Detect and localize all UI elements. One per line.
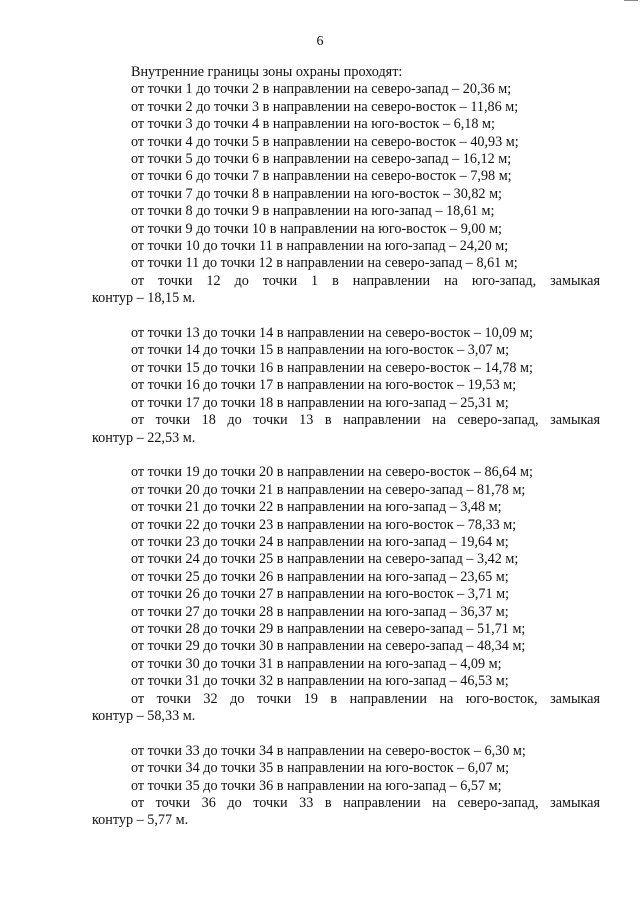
closing-segment-line2: контур – 5,77 м.: [92, 812, 189, 829]
boundary-segment-line: от точки 8 до точки 9 в направлении на юго-запад – 18,61 м;: [131, 203, 495, 220]
boundary-segment-line: от точки 30 до точки 31 в направлении на юго-запад – 4,09 м;: [131, 655, 502, 672]
document-body: [92, 64, 600, 847]
boundary-segment-line: от точки 7 до точки 8 в направлении на юго-восток – 30,82 м;: [131, 185, 502, 202]
closing-segment: [92, 273, 600, 308]
boundary-segment-line: от точки 19 до точки 20 в направлении на северо-восток – 86,64 м;: [131, 464, 533, 481]
boundary-segment-line: от точки 20 до точки 21 в направлении на северо-запад – 81,78 м;: [131, 481, 526, 498]
boundary-segment-line: от точки 33 до точки 34 в направлении на северо-восток – 6,30 м;: [131, 742, 526, 759]
closing-segment: [92, 795, 600, 830]
closing-segment: [92, 691, 600, 726]
boundary-segment-line: от точки 5 до точки 6 в направлении на северо-запад – 16,12 м;: [131, 151, 512, 168]
closing-segment-line1: от точки 32 до точки 19 в направлении на юго-восток, замыкая: [131, 690, 600, 707]
closing-segment-line2: контур – 58,33 м.: [92, 708, 196, 724]
boundary-segment-line: от точки 22 до точки 23 в направлении на юго-восток – 78,33 м;: [131, 516, 517, 533]
boundary-segment-line: от точки 1 до точки 2 в направлении на северо-запад – 20,36 м;: [131, 81, 512, 98]
boundary-segment-line: от точки 31 до точки 32 в направлении на юго-запад – 46,53 м;: [131, 673, 509, 690]
boundary-blocks: [92, 81, 600, 829]
boundary-segment-line: от точки 17 до точки 18 в направлении на юго-запад – 25,31 м;: [131, 394, 509, 411]
page-number: 6: [316, 34, 324, 49]
boundary-segment-line: от точки 15 до точки 16 в направлении на северо-восток – 14,78 м;: [131, 359, 533, 376]
boundary-segment-line: от точки 14 до точки 15 в направлении на юго-восток – 3,07 м;: [131, 342, 510, 359]
closing-segment-line1: от точки 12 до точки 1 в направлении на юго-запад, замыкая: [131, 272, 600, 289]
boundary-segment-line: от точки 26 до точки 27 в направлении на юго-восток – 3,71 м;: [131, 586, 510, 603]
boundary-segment-line: от точки 13 до точки 14 в направлении на северо-восток – 10,09 м;: [131, 325, 533, 342]
section-heading: Внутренние границы зоны охраны проходят:: [131, 64, 403, 80]
boundary-segment-line: от точки 21 до точки 22 в направлении на юго-запад – 3,48 м;: [131, 499, 502, 516]
boundary-segment-line: от точки 29 до точки 30 в направлении на северо-запад – 48,34 м;: [131, 638, 526, 655]
boundary-block: [92, 743, 600, 830]
closing-segment: [92, 412, 600, 447]
boundary-segment-line: от точки 10 до точки 11 в направлении на юго-запад – 24,20 м;: [131, 238, 509, 255]
boundary-segment-line: от точки 25 до точки 26 в направлении на юго-запад – 23,65 м;: [131, 568, 509, 585]
boundary-block: [92, 464, 600, 725]
boundary-segment-line: от точки 16 до точки 17 в направлении на юго-восток – 19,53 м;: [131, 377, 517, 394]
boundary-segment-line: от точки 3 до точки 4 в направлении на юго-восток – 6,18 м;: [131, 116, 495, 133]
boundary-segment-line: от точки 23 до точки 24 в направлении на юго-запад – 19,64 м;: [131, 533, 509, 550]
boundary-block: [92, 81, 600, 307]
boundary-segment-line: от точки 35 до точки 36 в направлении на юго-запад – 6,57 м;: [131, 777, 502, 794]
scan-edge-mark: [624, 0, 638, 4]
closing-segment-line2: контур – 22,53 м.: [92, 429, 196, 446]
boundary-segment-line: от точки 4 до точки 5 в направлении на северо-восток – 40,93 м;: [131, 133, 519, 150]
boundary-segment-line: от точки 24 до точки 25 в направлении на северо-запад – 3,42 м;: [131, 551, 519, 568]
closing-segment-line1: от точки 36 до точки 33 в направлении на северо-запад, замыкая: [131, 795, 600, 812]
boundary-segment-line: от точки 2 до точки 3 в направлении на северо-восток – 11,86 м;: [131, 98, 519, 115]
closing-segment-line1: от точки 18 до точки 13 в направлении на северо-запад, замыкая: [131, 412, 600, 429]
boundary-segment-line: от точки 28 до точки 29 в направлении на северо-запад – 51,71 м;: [131, 620, 526, 637]
closing-segment-line2: контур – 18,15 м.: [92, 290, 196, 307]
boundary-block: [92, 325, 600, 447]
boundary-segment-line: от точки 6 до точки 7 в направлении на северо-восток – 7,98 м;: [131, 168, 512, 185]
boundary-segment-line: от точки 11 до точки 12 в направлении на северо-запад – 8,61 м;: [131, 255, 518, 272]
boundary-segment-line: от точки 9 до точки 10 в направлении на юго-восток – 9,00 м;: [131, 220, 502, 237]
boundary-segment-line: от точки 27 до точки 28 в направлении на юго-запад – 36,37 м;: [131, 603, 509, 620]
boundary-segment-line: от точки 34 до точки 35 в направлении на юго-восток – 6,07 м;: [131, 760, 510, 777]
